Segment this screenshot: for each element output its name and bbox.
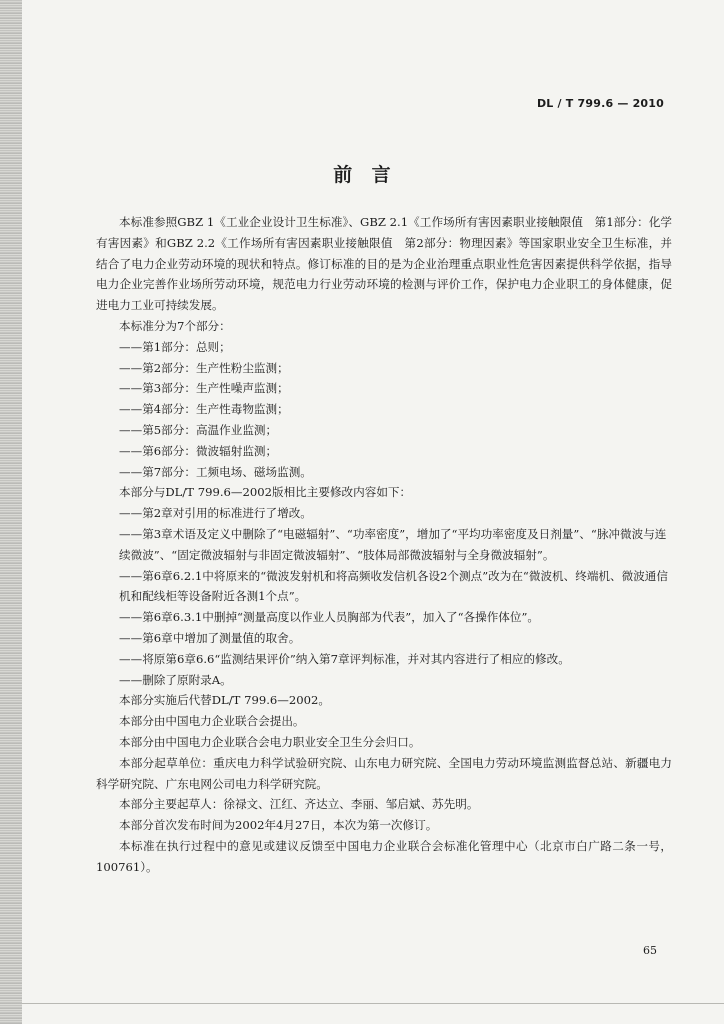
part-item: ——第4部分：生产性毒物监测； (119, 402, 289, 417)
change-item: ——第3章术语及定义中删除了“电磁辐射”、“功率密度”，增加了“平均功率密度及日剂量”、“脉冲微波与连续微波”、“固定微波辐射与非固定微波辐射”、“肢体局部微波辐射与全身微波辐射”。 (119, 526, 667, 562)
parts-intro: 本标准分为7个部分： (119, 318, 231, 333)
part-item: ——第2部分：生产性粉尘监测； (119, 360, 289, 375)
part-item: ——第3部分：生产性噪声监测； (119, 381, 289, 396)
part-item: ——第6部分：微波辐射监测； (119, 443, 278, 458)
release-history: 本部分首次发布时间为2002年4月27日，本次为第一次修订。 (119, 818, 438, 833)
page-title: 前 言 (333, 164, 391, 186)
changes-intro: 本部分与DL/T 799.6—2002版相比主要修改内容如下： (119, 485, 412, 500)
closing-line: 本部分由中国电力企业联合会电力职业安全卫生分会归口。 (119, 734, 421, 749)
part-item: ——第5部分：高温作业监测； (119, 422, 278, 437)
intro-paragraph: 本标准参照GBZ 1《工业企业设计卫生标准》、GBZ 2.1《工作场所有害因素职业接触限值 第1部分：化学有害因素》和GBZ 2.2《工作场所有害因素职业接触限值 第2部分：物理因素》等国家职业安全卫生标准，并结合了电力企业劳动环境的现状和特点。修订标准的目的是为企业治理重点职业性危害因素提供科学依据，指导电力企业完善作业场所劳动环境，规范电力行业劳动环境的检测与评价工作，保护电力企业职工的身体健康，促进电力工业可持续发展。 (96, 215, 672, 313)
drafters: 本部分主要起草人：徐禄文、江红、齐达立、李丽、邹启斌、苏先明。 (119, 797, 479, 812)
change-item: ——第6章中增加了测量值的取舍。 (119, 630, 301, 645)
closing-line: 本部分由中国电力企业联合会提出。 (119, 714, 305, 729)
part-item: ——第7部分：工频电场、磁场监测。 (119, 464, 312, 479)
drafting-units: 本部分起草单位：重庆电力科学试验研究院、山东电力研究院、全国电力劳动环境监测监督总站、新疆电力科学研究院、广东电网公司电力科学研究院。 (96, 755, 672, 791)
change-item: ——第2章对引用的标准进行了增改。 (119, 506, 312, 521)
closing-line: 本部分实施后代替DL/T 799.6—2002。 (119, 693, 330, 708)
change-item: ——第6章6.2.1中将原来的“微波发射机和将高频收发信机各设2个测点”改为在“微波机、终端机、微波通信机和配线柜等设备附近各测1个点”。 (119, 568, 668, 604)
change-item: ——删除了原附录A。 (119, 672, 232, 687)
part-item: ——第1部分：总则； (119, 339, 231, 354)
page-bottom-rule (22, 1003, 724, 1004)
change-item: ——将原第6章6.6“监测结果评价”纳入第7章评判标准，并对其内容进行了相应的修改。 (119, 651, 570, 666)
scan-binding-edge (0, 0, 22, 1024)
standard-code: DL / T 799.6 — 2010 (536, 97, 664, 110)
page-number: 65 (643, 944, 657, 957)
document-body (96, 212, 672, 878)
change-item: ——第6章6.3.1中删掉“测量高度以作业人员胸部为代表”，加入了“各操作体位”。 (119, 610, 539, 625)
feedback-contact: 本标准在执行过程中的意见或建议反馈至中国电力企业联合会标准化管理中心（北京市白广路二条一号，100761）。 (96, 838, 672, 874)
